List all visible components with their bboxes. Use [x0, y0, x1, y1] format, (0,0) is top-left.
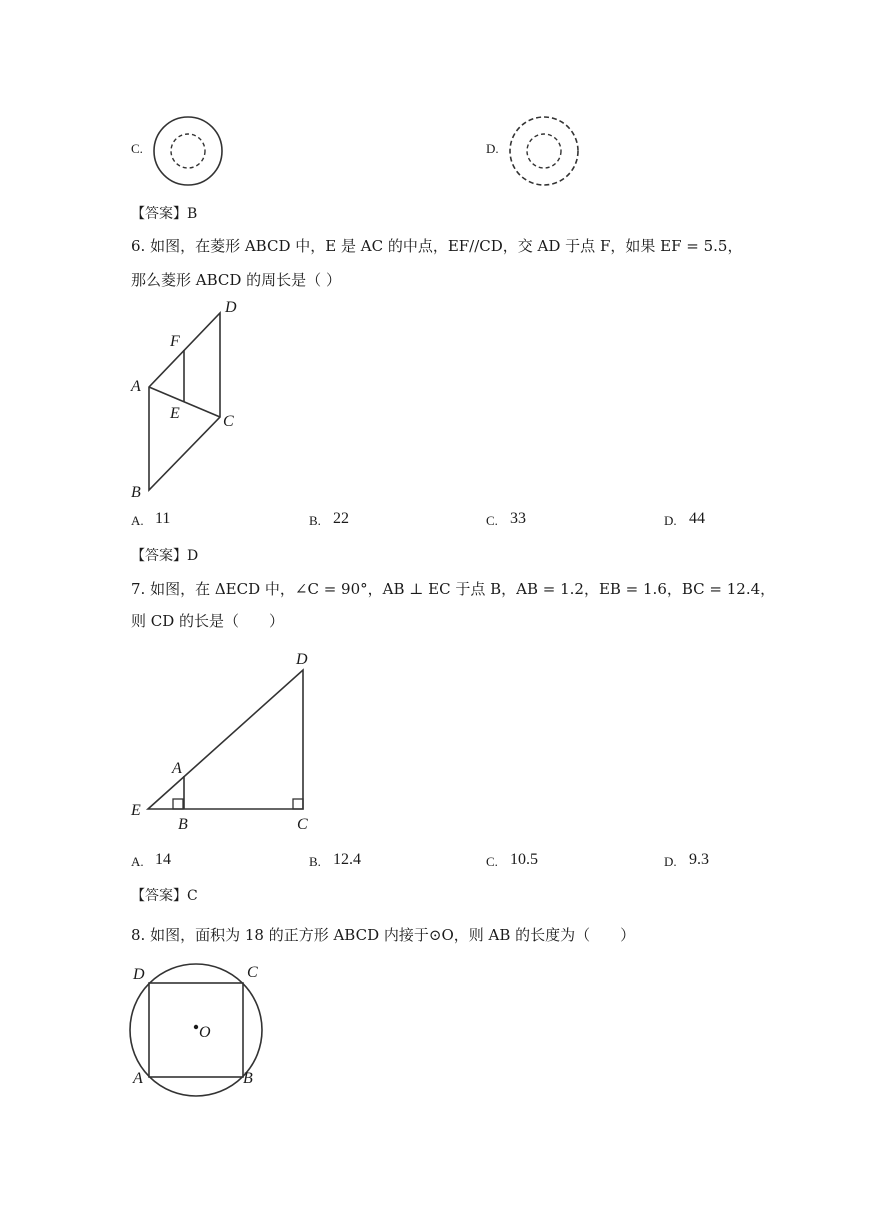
- q8-circle-square-figure: [125, 955, 275, 1095]
- q6-option-b-value: 22: [333, 510, 349, 527]
- q7-option-a-letter: A.: [131, 854, 144, 869]
- q7-option-b-letter: B.: [309, 854, 321, 869]
- q5-option-c-label: C.: [131, 141, 143, 156]
- q6-option-b-letter: B.: [309, 513, 321, 528]
- q6-stem-line1: 6. 如图，在菱形 ABCD 中，E 是 AC 的中点，EF//CD，交 AD 于点 F，如果 EF = 5.5，: [131, 237, 743, 255]
- q7-answer: 【答案】C: [131, 888, 198, 904]
- q7-label-e: E: [131, 802, 141, 819]
- q6-option-d-value: 44: [689, 510, 705, 527]
- q7-option-c-value: 10.5: [510, 851, 538, 868]
- q5-option-d-figure: [506, 115, 582, 191]
- q6-stem-line2: 那么菱形 ABCD 的周长是（ ）: [131, 271, 341, 289]
- q6-option-d-letter: D.: [664, 513, 677, 528]
- q5-option-c-figure: [150, 115, 226, 191]
- q7-triangle-figure: [125, 645, 325, 835]
- q6-label-e: E: [170, 405, 180, 422]
- q7-option-b-value: 12.4: [333, 851, 361, 868]
- q6-option-a-letter: A.: [131, 513, 144, 528]
- q7-label-d: D: [296, 651, 308, 668]
- q6-answer: 【答案】D: [131, 548, 199, 564]
- q6-label-d: D: [225, 299, 237, 316]
- q7-option-d-letter: D.: [664, 854, 677, 869]
- q5-answer: 【答案】B: [131, 206, 198, 222]
- q7-option-c-letter: C.: [486, 854, 498, 869]
- q7-stem-line2: 则 CD 的长是（ ）: [131, 612, 285, 630]
- q6-label-a: A: [131, 378, 141, 395]
- q6-label-b: B: [131, 484, 141, 501]
- q7-option-a-value: 14: [155, 851, 171, 868]
- q6-rhombus-figure: [125, 295, 255, 505]
- q8-label-d: D: [133, 966, 145, 983]
- q8-stem-line1: 8. 如图，面积为 18 的正方形 ABCD 内接于⊙O，则 AB 的长度为（ ）: [131, 926, 636, 944]
- q5-option-d-label: D.: [486, 141, 499, 156]
- q7-label-c: C: [297, 816, 308, 833]
- q8-label-o: O: [199, 1024, 211, 1041]
- q6-option-c-letter: C.: [486, 513, 498, 528]
- q8-label-a: A: [133, 1070, 143, 1087]
- q7-stem-line1: 7. 如图，在 ΔECD 中，∠C = 90°，AB ⊥ EC 于点 B，AB = 1.2，EB = 1.6，BC = 12.4，: [131, 580, 776, 598]
- q8-label-b: B: [243, 1070, 253, 1087]
- q6-label-c: C: [223, 413, 234, 430]
- q7-option-d-value: 9.3: [689, 851, 709, 868]
- q8-label-c: C: [247, 964, 258, 981]
- q6-label-f: F: [170, 333, 180, 350]
- q7-label-a: A: [172, 760, 182, 777]
- q7-label-b: B: [178, 816, 188, 833]
- q6-option-a-value: 11: [155, 510, 171, 527]
- q6-option-c-value: 33: [510, 510, 526, 527]
